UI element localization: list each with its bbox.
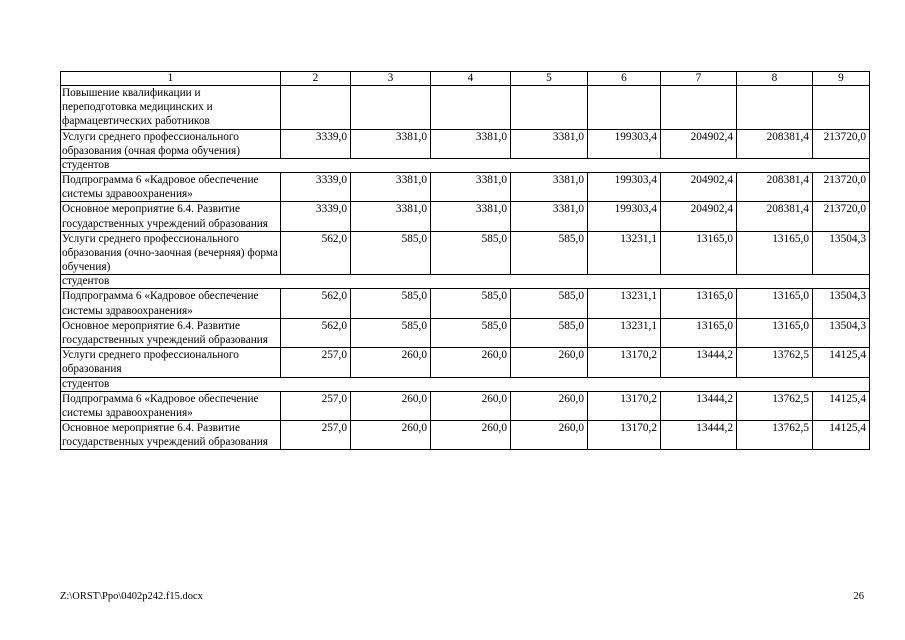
value-cell (661, 86, 737, 130)
value-cell: 260,0 (511, 348, 588, 377)
value-cell (813, 86, 870, 130)
table-row (61, 348, 870, 377)
value-cell: 3381,0 (351, 202, 431, 231)
row-name-cell: Услуги среднего профессионального образования (очная форма обучения) (61, 129, 281, 158)
row-name-cell: Основное мероприятие 6.4. Развитие государственных учреждений образования (61, 202, 281, 231)
value-cell: 3339,0 (281, 202, 351, 231)
row-name-cell: Основное мероприятие 6.4. Развитие государственных учреждений образования (61, 318, 281, 347)
value-cell: 562,0 (281, 318, 351, 347)
value-cell (511, 86, 588, 130)
value-cell: 204902,4 (661, 129, 737, 158)
value-cell: 260,0 (351, 391, 431, 420)
value-cell: 260,0 (511, 391, 588, 420)
value-cell: 13165,0 (661, 231, 737, 275)
value-cell: 13170,2 (588, 421, 661, 450)
unit-label: студентов (61, 159, 870, 173)
value-cell: 3381,0 (431, 129, 511, 158)
value-cell: 562,0 (281, 231, 351, 275)
value-cell: 3381,0 (431, 202, 511, 231)
row-name-cell: Услуги среднего профессионального образования (очно-заочная (вечерняя) форма обучения) (61, 231, 281, 275)
value-cell: 260,0 (431, 421, 511, 450)
value-cell: 257,0 (281, 348, 351, 377)
value-cell (588, 86, 661, 130)
column-number-cell: 7 (661, 72, 737, 86)
value-cell: 3339,0 (281, 173, 351, 202)
value-cell: 3381,0 (511, 173, 588, 202)
value-cell: 260,0 (431, 391, 511, 420)
value-cell: 260,0 (351, 421, 431, 450)
value-cell: 204902,4 (661, 202, 737, 231)
value-cell (431, 86, 511, 130)
value-cell: 14125,4 (813, 421, 870, 450)
value-cell: 13504,3 (813, 289, 870, 318)
value-cell: 13444,2 (661, 421, 737, 450)
value-cell: 257,0 (281, 421, 351, 450)
value-cell: 204902,4 (661, 173, 737, 202)
unit-row (61, 377, 870, 391)
value-cell: 14125,4 (813, 348, 870, 377)
value-cell: 13444,2 (661, 391, 737, 420)
value-cell: 562,0 (281, 289, 351, 318)
value-cell: 13762,5 (737, 391, 813, 420)
unit-label: студентов (61, 275, 870, 289)
value-cell: 13170,2 (588, 348, 661, 377)
value-cell: 13165,0 (737, 231, 813, 275)
value-cell: 213720,0 (813, 173, 870, 202)
value-cell: 13170,2 (588, 391, 661, 420)
value-cell: 260,0 (431, 348, 511, 377)
value-cell: 3381,0 (351, 173, 431, 202)
column-number-cell: 8 (737, 72, 813, 86)
value-cell: 199303,4 (588, 173, 661, 202)
value-cell: 585,0 (511, 289, 588, 318)
value-cell: 585,0 (431, 231, 511, 275)
footer-page-number: 26 (853, 591, 864, 602)
unit-label: студентов (61, 377, 870, 391)
column-number-cell: 9 (813, 72, 870, 86)
value-cell (351, 86, 431, 130)
value-cell: 585,0 (351, 318, 431, 347)
value-cell: 13762,5 (737, 421, 813, 450)
table-row (61, 421, 870, 450)
value-cell: 3381,0 (431, 173, 511, 202)
row-name-cell: Подпрограмма 6 «Кадровое обеспечение системы здравоохранения» (61, 289, 281, 318)
value-cell: 208381,4 (737, 173, 813, 202)
value-cell: 199303,4 (588, 129, 661, 158)
value-cell: 13762,5 (737, 348, 813, 377)
value-cell: 213720,0 (813, 202, 870, 231)
column-number-row (61, 72, 870, 86)
column-number-cell: 5 (511, 72, 588, 86)
value-cell: 3381,0 (511, 129, 588, 158)
value-cell: 257,0 (281, 391, 351, 420)
value-cell: 13444,2 (661, 348, 737, 377)
value-cell: 13231,1 (588, 231, 661, 275)
value-cell: 3339,0 (281, 129, 351, 158)
value-cell: 585,0 (431, 289, 511, 318)
unit-row (61, 275, 870, 289)
value-cell: 14125,4 (813, 391, 870, 420)
value-cell (737, 86, 813, 130)
value-cell: 13165,0 (737, 289, 813, 318)
column-number-cell: 6 (588, 72, 661, 86)
value-cell: 213720,0 (813, 129, 870, 158)
table-row (61, 173, 870, 202)
value-cell: 199303,4 (588, 202, 661, 231)
value-cell: 3381,0 (511, 202, 588, 231)
table-row (61, 318, 870, 347)
value-cell: 208381,4 (737, 129, 813, 158)
table-row (61, 391, 870, 420)
value-cell: 13231,1 (588, 318, 661, 347)
value-cell: 260,0 (511, 421, 588, 450)
unit-row (61, 159, 870, 173)
column-number-cell: 2 (281, 72, 351, 86)
section-row (61, 86, 870, 130)
value-cell: 3381,0 (351, 129, 431, 158)
value-cell: 585,0 (431, 318, 511, 347)
value-cell: 585,0 (351, 231, 431, 275)
value-cell: 13231,1 (588, 289, 661, 318)
table-row (61, 129, 870, 158)
value-cell: 13165,0 (661, 289, 737, 318)
row-name-cell: Основное мероприятие 6.4. Развитие государственных учреждений образования (61, 421, 281, 450)
row-name-cell: Услуги среднего профессионального образования (61, 348, 281, 377)
table-row (61, 289, 870, 318)
budget-table (60, 71, 870, 450)
value-cell: 13504,3 (813, 231, 870, 275)
value-cell: 208381,4 (737, 202, 813, 231)
row-name-cell: Повышение квалификации и переподготовка медицинских и фармацевтических работников (61, 86, 281, 130)
value-cell: 585,0 (351, 289, 431, 318)
value-cell: 585,0 (511, 231, 588, 275)
value-cell: 13165,0 (737, 318, 813, 347)
value-cell: 260,0 (351, 348, 431, 377)
table-row (61, 202, 870, 231)
value-cell: 13165,0 (661, 318, 737, 347)
value-cell (281, 86, 351, 130)
row-name-cell: Подпрограмма 6 «Кадровое обеспечение системы здравоохранения» (61, 173, 281, 202)
table-row (61, 231, 870, 275)
column-number-cell: 3 (351, 72, 431, 86)
row-name-cell: Подпрограмма 6 «Кадровое обеспечение системы здравоохранения» (61, 391, 281, 420)
column-number-cell: 1 (61, 72, 281, 86)
value-cell: 13504,3 (813, 318, 870, 347)
value-cell: 585,0 (511, 318, 588, 347)
column-number-cell: 4 (431, 72, 511, 86)
footer-file-path: Z:\ORST\Ppo\0402p242.f15.docx (60, 591, 203, 602)
